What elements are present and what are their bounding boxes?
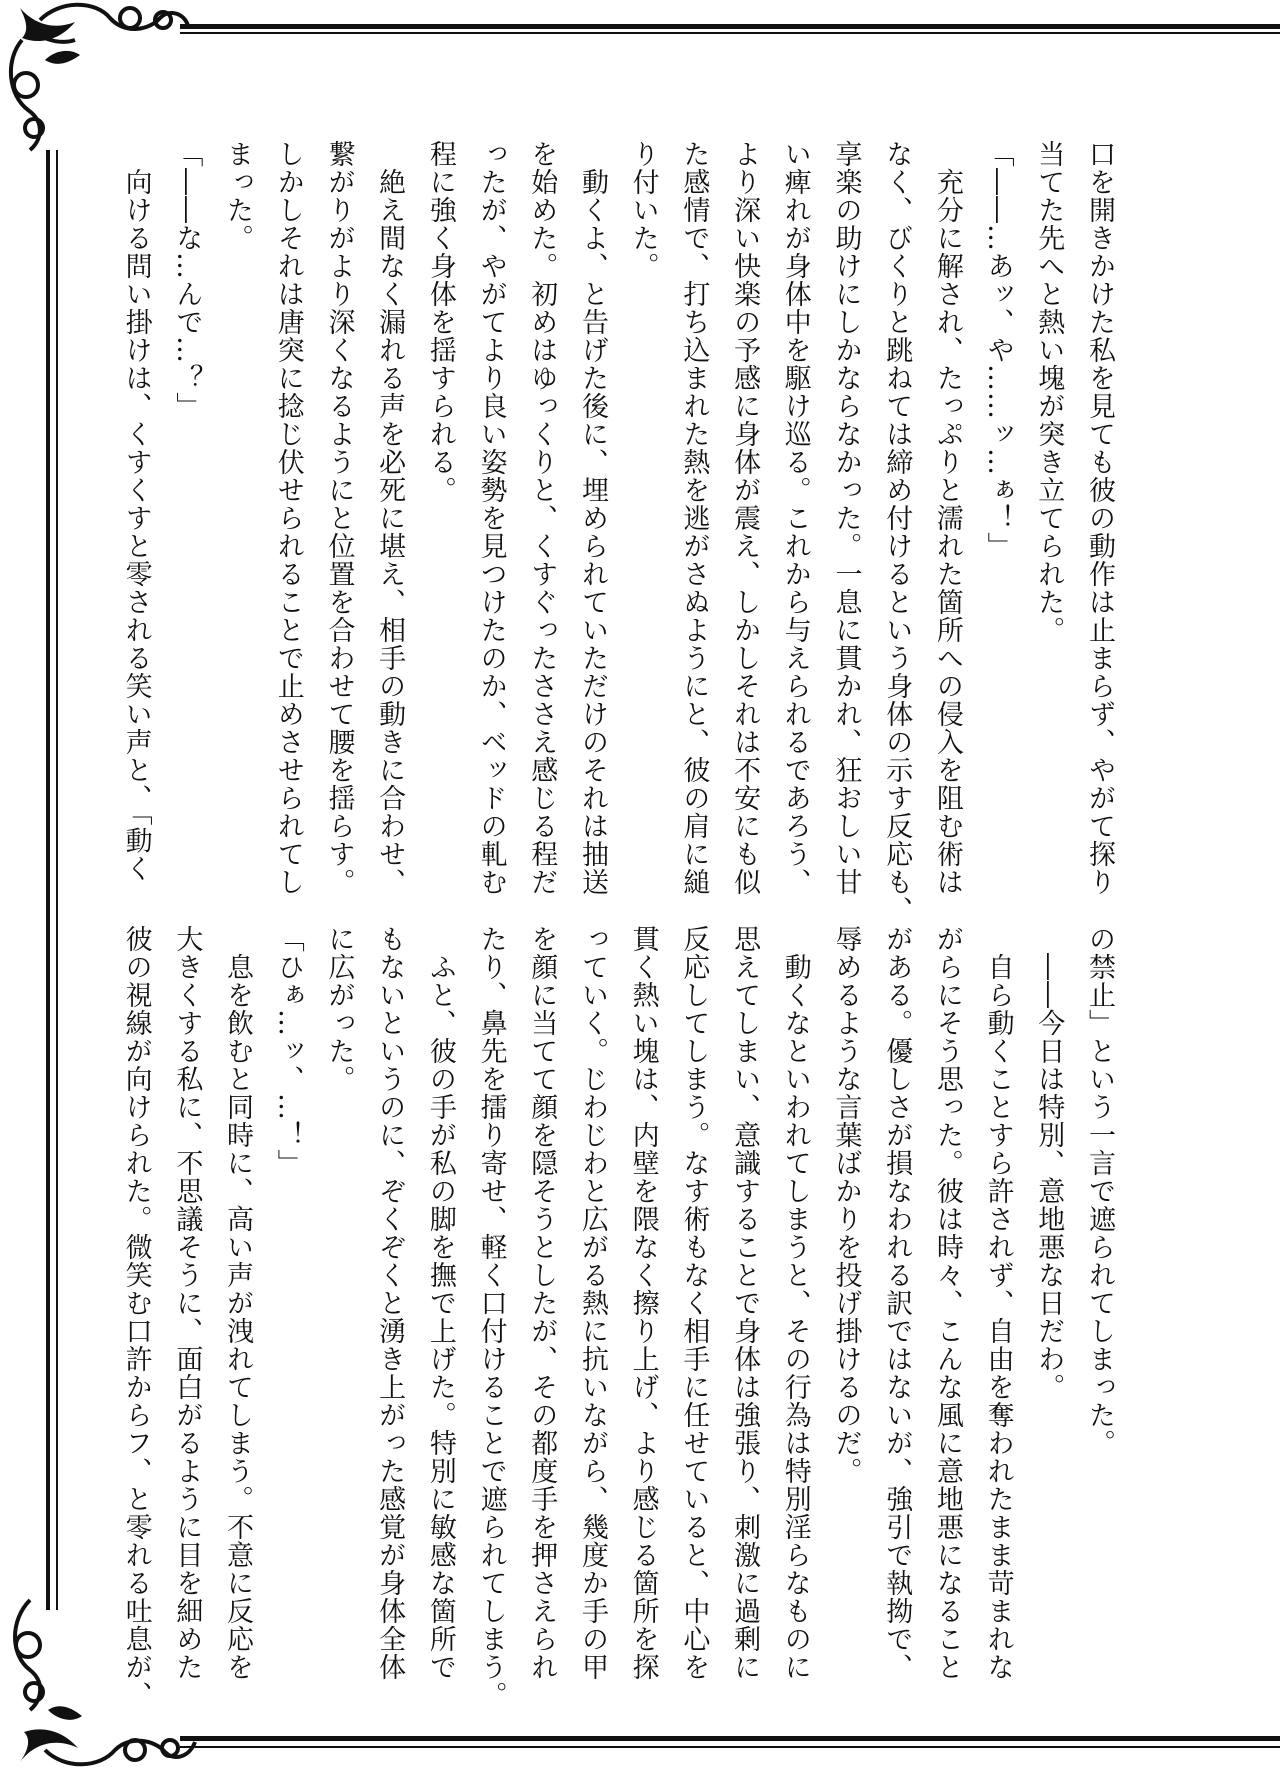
text-line: 彼の視線が向けられた。微笑む口許からフ、と零れる吐息が、 <box>120 925 152 1709</box>
text-line: 享楽の助けにしかならなかった。一息に貫かれ、狂おしい甘 <box>830 140 862 896</box>
text-line: 自ら動くことすら許されず、自由を奪われたまま苛まれな <box>982 925 1014 1681</box>
text-line: ったが、やがてより良い姿勢を見つけたのか、ベッドの軋む <box>475 140 507 896</box>
text-line: 当てた先へと熱い塊が突き立てられた。 <box>1033 140 1065 644</box>
text-line: がある。優しさが損なわれる訳ではないが、強引で執拗で、 <box>881 925 913 1681</box>
text-line: 向ける問い掛けは、くすくすと零される笑い声と、「動く <box>120 140 152 883</box>
text-line: 動くよ、と告げた後に、埋められていただけのそれは抽送 <box>576 140 608 896</box>
text-line: ふと、彼の手が私の脚を撫で上げた。特別に敏感な箇所で <box>424 925 456 1681</box>
text-line: っていく。じわじわと広がる熱に抗いながら、幾度か手の甲 <box>576 925 608 1681</box>
text-line: 「――…あッ、や……ッ…ぁ！」 <box>982 140 1014 560</box>
text-line: 口を開きかけた私を見ても彼の動作は止まらず、やがて探り <box>1084 140 1115 896</box>
text-line: より深い快楽の予感に身体が震え、しかしそれは不安にも似 <box>729 140 761 896</box>
text-line: ――今日は特別、意地悪な日だわ。 <box>1033 925 1065 1401</box>
text-line: 程に強く身体を揺すられる。 <box>424 140 456 504</box>
text-line: 息を飲むと同時に、高い声が洩れてしまう。不意に反応を <box>222 925 254 1681</box>
frame-left-rule-thin <box>56 150 58 1610</box>
text-line: しかしそれは唐突に捻じ伏せられることで止めさせられてし <box>272 140 304 896</box>
text-line: 充分に解され、たっぷりと濡れた箇所への侵入を阻む術は <box>931 140 963 896</box>
corner-ornament-top-left-icon <box>0 0 190 160</box>
text-line: を始めた。初めはゆっくりと、くすぐったささえ感じる程だ <box>526 140 558 896</box>
frame-top-rule-thin <box>180 32 1280 34</box>
frame-bottom-rule <box>180 1736 1280 1741</box>
text-line: 「――な…んで…？」 <box>171 140 203 420</box>
text-line: に広がった。 <box>323 925 355 1093</box>
text-line: 繋がりがより深くなるようにと位置を合わせて腰を揺らす。 <box>323 140 355 896</box>
text-line: り付いた。 <box>627 140 659 280</box>
frame-bottom-rule-thin <box>180 1746 1280 1748</box>
text-line: た感情で、打ち込まれた熱を逃がさぬようにと、彼の肩に縋 <box>678 140 710 896</box>
frame-top-rule <box>180 24 1280 29</box>
text-line: い痺れが身体中を駆け巡る。これから与えられるであろう、 <box>779 140 811 896</box>
text-line: を顔に当てて顔を隠そうとしたが、その都度手を押さえられ <box>526 925 558 1681</box>
text-line: の禁止」という一言で遮られてしまった。 <box>1084 925 1115 1457</box>
text-line: まった。 <box>222 140 254 252</box>
frame-left-rule <box>46 150 50 1610</box>
text-line: 思えてしまい、意識することで身体は強張り、刺激に過剰に <box>729 925 761 1681</box>
text-line: 貫く熱い塊は、内壁を隈なく擦り上げ、より感じる箇所を探 <box>627 925 659 1681</box>
text-line: もないというのに、ぞくぞくと湧き上がった感覚が身体全体 <box>374 925 406 1681</box>
text-line: 辱めるような言葉ばかりを投げ掛けるのだ。 <box>830 925 862 1485</box>
text-line: 絶え間なく漏れる声を必死に堪え、相手の動きに合わせ、 <box>374 140 406 896</box>
text-line: 反応してしまう。なす術もなく相手に任せていると、中心を <box>678 925 710 1681</box>
text-line: なく、びくりと跳ねては締め付けるという身体の示す反応も、 <box>881 140 913 924</box>
upper-text-block <box>110 140 1124 924</box>
lower-text-block <box>110 925 1124 1709</box>
text-line: 動くなといわれてしまうと、その行為は特別淫らなものに <box>779 925 811 1681</box>
text-line: 「ひぁ…ッ、…！」 <box>272 925 304 1177</box>
text-line: 大きくする私に、不思議そうに、面白がるように目を細めた <box>171 925 203 1681</box>
text-line: たり、鼻先を擂り寄せ、軽く口付けることで遮られてしまう。 <box>475 925 507 1709</box>
text-line: がらにそう思った。彼は時々、こんな風に意地悪になること <box>931 925 963 1681</box>
